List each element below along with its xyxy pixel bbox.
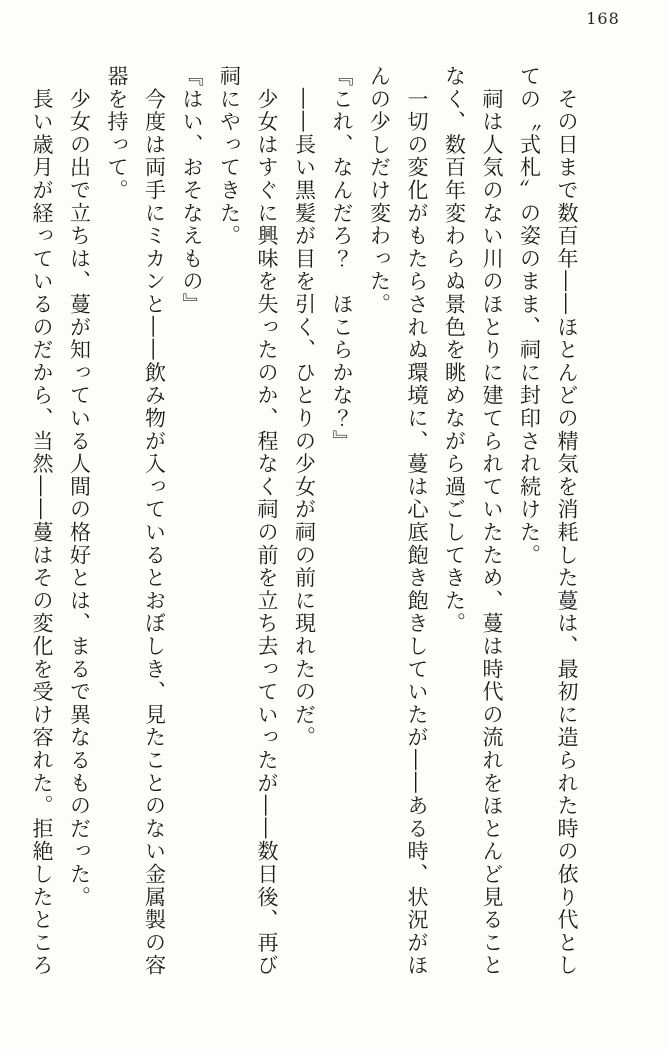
text-line: 『はい、おそなえもの』 <box>180 65 204 316</box>
body-text <box>23 65 586 995</box>
text-line: その日まで数百年――ほとんどの精気を消耗した蔓は、最初に造られた時の依り代とし <box>555 65 579 977</box>
text-line: 長い歳月が経っているのだから、当然――蔓はその変化を受け容れた。拒絶したところ <box>30 65 54 977</box>
text-line: 祠は人気のない川のほとりに建てられていたため、蔓は時代の流れをほとんど見ること <box>480 65 504 977</box>
text-line: 今度は両手にミカンと――飲み物が入っているとおぼしき、見たことのない金属製の容 <box>142 65 167 977</box>
text-line: なく、数百年変わらぬ景色を眺めながら過ごしてきた。 <box>442 65 467 635</box>
text-line: 『これ、なんだろ？ ほこらかな？』 <box>330 65 354 453</box>
text-line: 祠にやってきた。 <box>217 65 242 248</box>
text-line: ――長い黒髪が目を引く、ひとりの少女が祠の前に現れたのだ。 <box>292 65 317 749</box>
text-line: ての〝式札〟の姿のまま、祠に封印され続けた。 <box>517 65 542 567</box>
text-line: 一切の変化がもたらされぬ環境に、蔓は心底飽き飽きしていたが――ある時、状況がほ <box>405 65 429 977</box>
text-line: 少女の出で立ちは、蔓が知っている人間の格好とは、まるで異なるものだった。 <box>67 65 92 909</box>
text-line: 少女はすぐに興味を失ったのか、程なく祠の前を立ち去っていったが――数日後、再び <box>255 65 279 977</box>
page-number: 168 <box>586 9 620 28</box>
text-line: んの少しだけ変わった。 <box>367 65 392 316</box>
text-line: 器を持って。 <box>105 65 129 202</box>
